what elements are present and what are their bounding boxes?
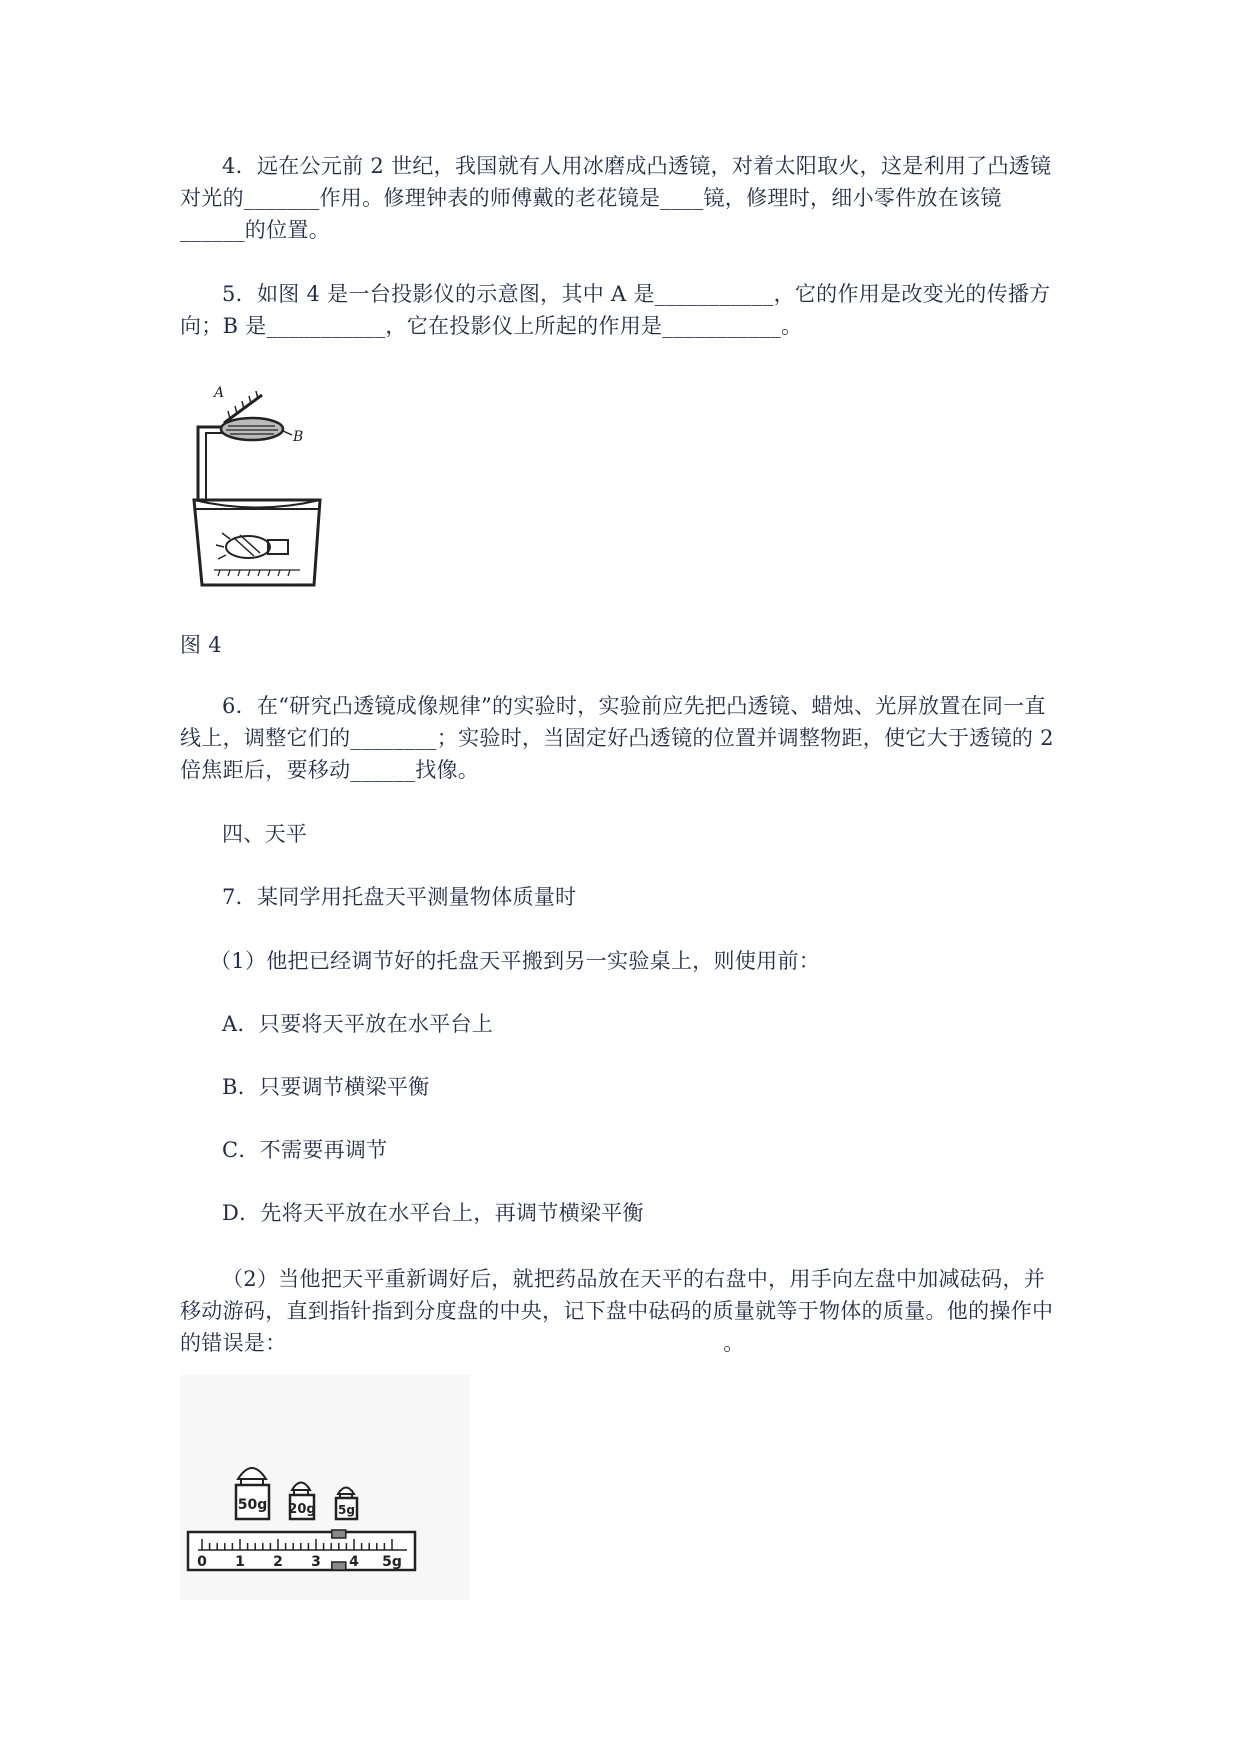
question-7: 7．某同学用托盘天平测量物体质量时 xyxy=(222,885,577,909)
weights-diagram xyxy=(180,1375,470,1600)
scale-label: 5g xyxy=(382,1554,402,1570)
scale-label: 3 xyxy=(311,1554,321,1570)
rider-scale xyxy=(188,1530,415,1570)
option-c: C．不需要再调节 xyxy=(222,1138,388,1162)
question-7-part-2: （2）当他把天平重新调好后，就把药品放在天平的右盘中，用手向左盘中加减砝码，并移动游码，直到指针指到分度盘的中央，记下盘中砝码的质量就等于物体的质量。他的操作中的错误是： 。 xyxy=(180,1267,1054,1355)
rider-top xyxy=(332,1530,346,1538)
option-d: D．先将天平放在水平台上，再调节横梁平衡 xyxy=(222,1201,644,1225)
question-6: 6．在“研究凸透镜成像规律”的实验时，实验前应先把凸透镜、蜡烛、光屏放置在同一直线上，调整它们的________；实验时，当固定好凸透镜的位置并调整物距，使它大于透镜的 2 倍焦距后，要移动______找像。 xyxy=(180,694,1054,782)
scale-label: 4 xyxy=(349,1554,359,1570)
weight-5g xyxy=(336,1488,357,1520)
figure-4-caption: 图 4 xyxy=(180,633,222,657)
label-a: A xyxy=(214,385,225,401)
weight-50g xyxy=(236,1468,269,1519)
label-b: B xyxy=(293,429,304,445)
support-arm xyxy=(198,427,224,500)
weight-5g-label: 5g xyxy=(338,1503,355,1517)
option-a: A．只要将天平放在水平台上 xyxy=(222,1012,494,1036)
question-4: 4．远在公元前 2 世纪，我国就有人用冰磨成凸透镜，对着太阳取火，这是利用了凸透镜对光的_______作用。修理钟表的师傅戴的老花镜是____镜，修理时，细小零件放在该镜______的位置。 xyxy=(180,154,1052,242)
projector-diagram xyxy=(180,375,380,600)
question-5: 5．如图 4 是一台投影仪的示意图，其中 A 是___________，它的作用是改变光的传播方向；B 是___________，它在投影仪上所起的作用是___________。 xyxy=(180,282,1051,338)
scale-label: 2 xyxy=(273,1554,283,1570)
rider-bottom xyxy=(332,1562,346,1570)
projection-lens xyxy=(221,418,283,440)
question-7-part-1: （1）他把已经调节好的托盘天平搬到另一实验桌上，则使用前： xyxy=(210,949,821,973)
option-b: B．只要调节横梁平衡 xyxy=(222,1075,430,1099)
scale-label: 0 xyxy=(197,1554,207,1570)
weight-50g-label: 50g xyxy=(237,1497,268,1513)
weight-20g-label: 20g xyxy=(288,1502,316,1517)
scale-label: 1 xyxy=(235,1554,245,1570)
section-heading: 四、天平 xyxy=(222,822,308,846)
light-box xyxy=(194,500,320,585)
